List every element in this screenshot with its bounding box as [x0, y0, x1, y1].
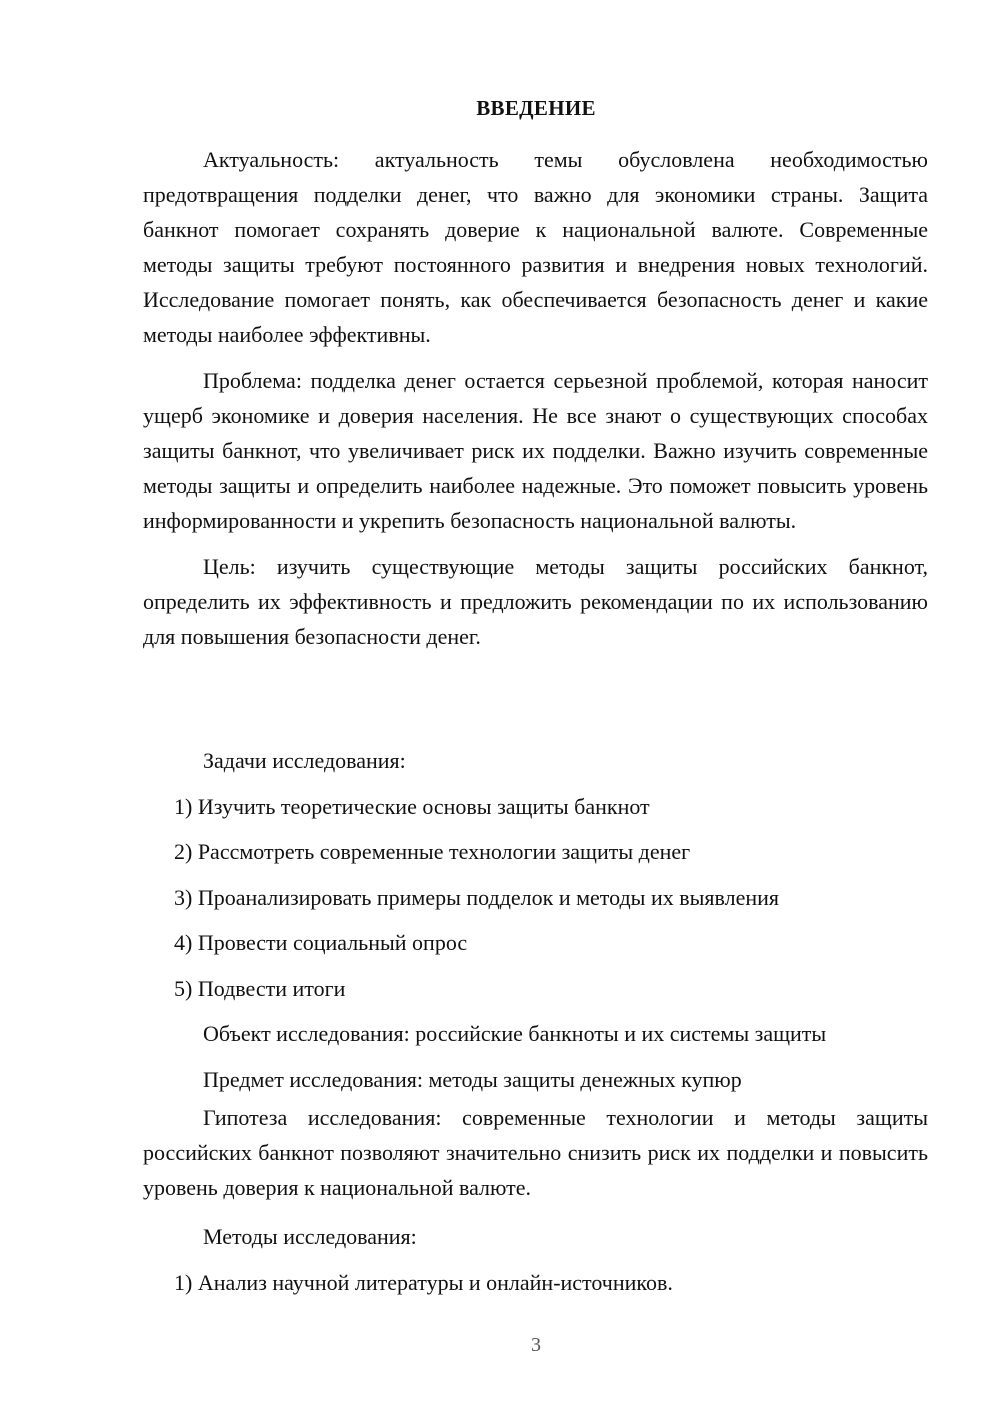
- problem-paragraph: Проблема: подделка денег остается серьезной проблемой, которая наносит ущерб экономике и доверия населения. Не все знают о существующих способах защиты банкнот, что увеличивает риск их подделки. Важно изучить современные методы защиты и определить наиболее надежные. Это поможет повысить уровень информированности и укрепить безопасность национальной валюты.: [143, 368, 928, 533]
- research-subject: Предмет исследования: методы защиты денежных купюр: [203, 1066, 742, 1092]
- task-item-4: 4) Провести социальный опрос: [174, 930, 468, 955]
- methods-heading: Методы исследования:: [203, 1224, 417, 1249]
- tasks-section: [143, 738, 928, 1102]
- task-item-2: 2) Рассмотреть современные технологии защиты денег: [174, 839, 691, 864]
- hypothesis-paragraph: Гипотеза исследования: современные технологии и методы защиты российских банкнот позволяют значительно снизить риск их подделки и повысить уровень доверия к национальной валюте.: [143, 1105, 928, 1200]
- relevance-paragraph: Актуальность: актуальность темы обусловлена необходимостью предотвращения подделки денег, что важно для экономики страны. Защита банкнот помогает сохранять доверие к национальной валюте. Современные методы защиты требуют постоянного развития и внедрения новых технологий. Исследование помогает понять, как обеспечивается безопасность денег и какие методы наиболее эффективны.: [143, 147, 928, 347]
- task-item-5: 5) Подвести итоги: [174, 975, 346, 1001]
- page-number: 3: [531, 1334, 541, 1356]
- method-item-1: 1) Анализ научной литературы и онлайн-источников.: [174, 1269, 673, 1295]
- research-object: Объект исследования: российские банкноты и их системы защиты: [203, 1021, 827, 1046]
- page-body: [143, 142, 928, 654]
- section-title: ВВЕДЕНИЕ: [476, 96, 596, 120]
- task-item-3: 3) Проанализировать примеры подделок и методы их выявления: [174, 884, 780, 910]
- hypothesis-section: [143, 1100, 928, 1205]
- goal-paragraph: Цель: изучить существующие методы защиты российских банкнот, определить их эффективность и предложить рекомендации по их использованию для повышения безопасности денег.: [143, 554, 928, 649]
- methods-section: [143, 1214, 928, 1305]
- tasks-heading: Задачи исследования:: [203, 748, 406, 773]
- task-item-1: 1) Изучить теоретические основы защиты банкнот: [174, 793, 650, 819]
